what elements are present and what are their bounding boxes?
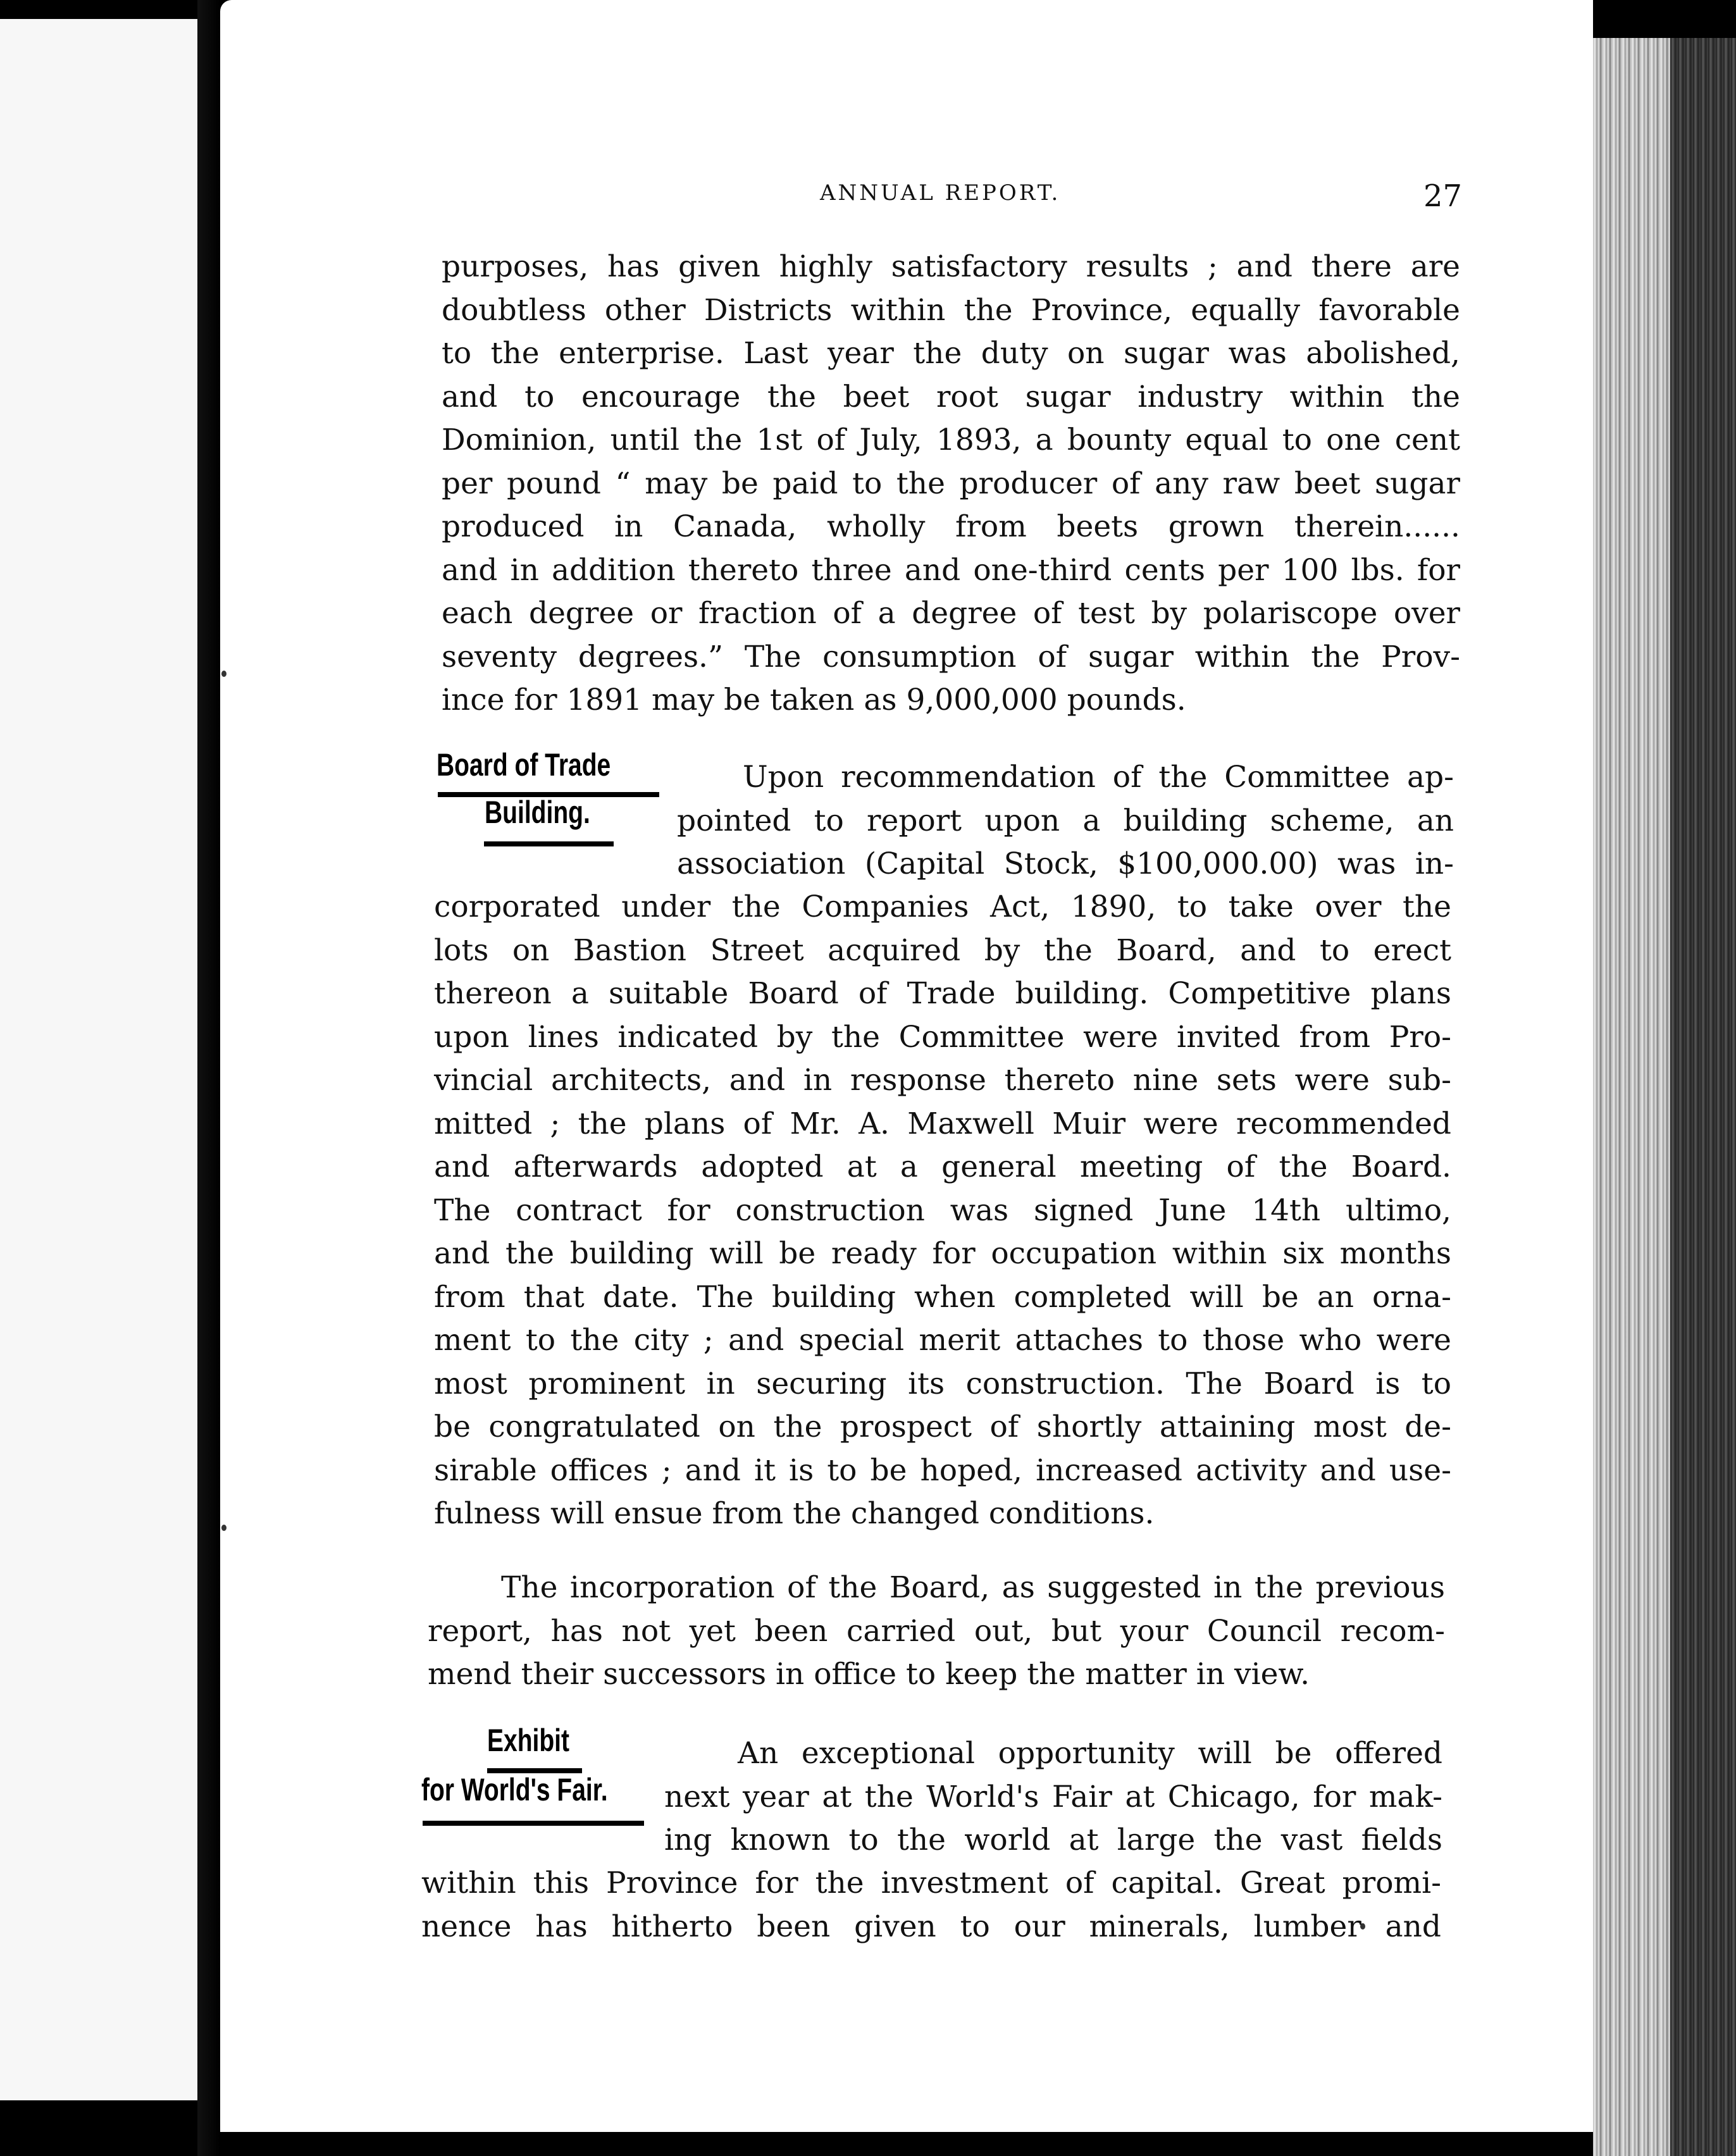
sidenote-board-of-trade: Board of Trade (437, 747, 611, 783)
text-line: upon lines indicated by the Committee were invited from Pro- (434, 1019, 1451, 1055)
paragraph-sugar (442, 245, 1460, 722)
text-line: next year at the World's Fair at Chicago, for mak- (664, 1779, 1442, 1814)
text-line: be congratulated on the prospect of shortly attaining most de- (434, 1409, 1451, 1444)
text-line: The contract for construction was signed June 14th ultimo, (434, 1193, 1451, 1228)
text-line: from that date. The building when completed will be an orna- (434, 1279, 1451, 1315)
text-line: ing known to the world at large the vast fields (664, 1823, 1442, 1857)
sidenote-exhibit: Exhibit (487, 1723, 570, 1758)
running-head: ANNUAL REPORT. (820, 180, 1061, 206)
text-line: and to encourage the beet root sugar industry within the (442, 379, 1460, 414)
book-gutter (197, 0, 220, 2156)
text-line: most prominent in securing its construction. The Board is to (434, 1366, 1451, 1401)
sidenote-worlds-fair: for World's Fair. (421, 1772, 608, 1807)
text-line: within this Province for the investment of capital. Great promi- (421, 1866, 1441, 1900)
book-cover-edge (1670, 38, 1736, 2156)
text-line: seventy degrees.” The consumption of sugar within the Prov- (442, 639, 1460, 674)
scan-speck (221, 671, 226, 677)
paragraph-worlds-fair (421, 1862, 1441, 1948)
text-line: mend their successors in office to keep the matter in view. (428, 1657, 1310, 1692)
text-line: pointed to report upon a building scheme, an (677, 803, 1454, 838)
left-blank-page (0, 19, 197, 2100)
text-line: and afterwards adopted at a general meeting of the Board. (434, 1149, 1451, 1184)
text-line: fulness will ensue from the changed conditions. (434, 1496, 1155, 1531)
text-line: thereon a suitable Board of Trade building. Competitive plans (434, 976, 1451, 1011)
text-line: Upon recommendation of the Committee ap- (743, 760, 1454, 795)
text-line: per pound “ may be paid to the producer of any raw beet sugar (442, 466, 1460, 501)
text-line: sirable offices ; and it is to be hoped, increased activity and use- (434, 1453, 1451, 1488)
text-line: association (Capital Stock, $100,000.00) was in- (677, 846, 1454, 881)
text-line: An exceptional opportunity will be offered (738, 1736, 1442, 1771)
text-line: vincial architects, and in response thereto nine sets were sub- (434, 1063, 1451, 1098)
text-line: produced in Canada, wholly from beets grown therein...... (442, 509, 1460, 544)
text-line: corporated under the Companies Act, 1890, to take over the (434, 889, 1451, 924)
text-line: and in addition thereto three and one-third cents per 100 lbs. for (442, 552, 1460, 588)
text-line: mitted ; the plans of Mr. A. Maxwell Muir were recommended (434, 1106, 1451, 1141)
text-line: doubtless other Districts within the Province, equally favorable (442, 292, 1460, 328)
text-line: Dominion, until the 1st of July, 1893, a bounty equal to one cent (442, 423, 1460, 457)
text-line: lots on Bastion Street acquired by the Board, and to erect (434, 932, 1451, 968)
scan-speck (221, 1525, 226, 1531)
text-line: each degree or fraction of a degree of test by polariscope over (442, 596, 1460, 631)
text-line: ince for 1891 may be taken as 9,000,000 pounds. (442, 683, 1186, 717)
text-line: purposes, has given highly satisfactory results ; and there are (442, 249, 1460, 284)
paragraph-incorporation (428, 1566, 1445, 1697)
paragraph-board-of-trade (434, 886, 1451, 1536)
sidenote-rule (423, 1821, 644, 1826)
sidenote-building: Building. (485, 795, 590, 830)
paragraph-board-of-trade-indented (677, 756, 1454, 886)
text-line: to the enterprise. Last year the duty on sugar was abolished, (442, 336, 1460, 371)
sidenote-rule (484, 841, 614, 846)
text-line: and the building will be ready for occupation within six months (434, 1236, 1451, 1271)
page-number: 27 (1423, 178, 1463, 214)
text-line: nence has hitherto been given to our minerals, lumber and (421, 1909, 1441, 1944)
text-line: ment to the city ; and special merit attaches to those who were (434, 1323, 1451, 1358)
text-line: report, has not yet been carried out, but your Council recom- (428, 1613, 1445, 1649)
text-line: The incorporation of the Board, as suggested in the previous (501, 1570, 1445, 1605)
paragraph-worlds-fair-indented (664, 1732, 1442, 1862)
